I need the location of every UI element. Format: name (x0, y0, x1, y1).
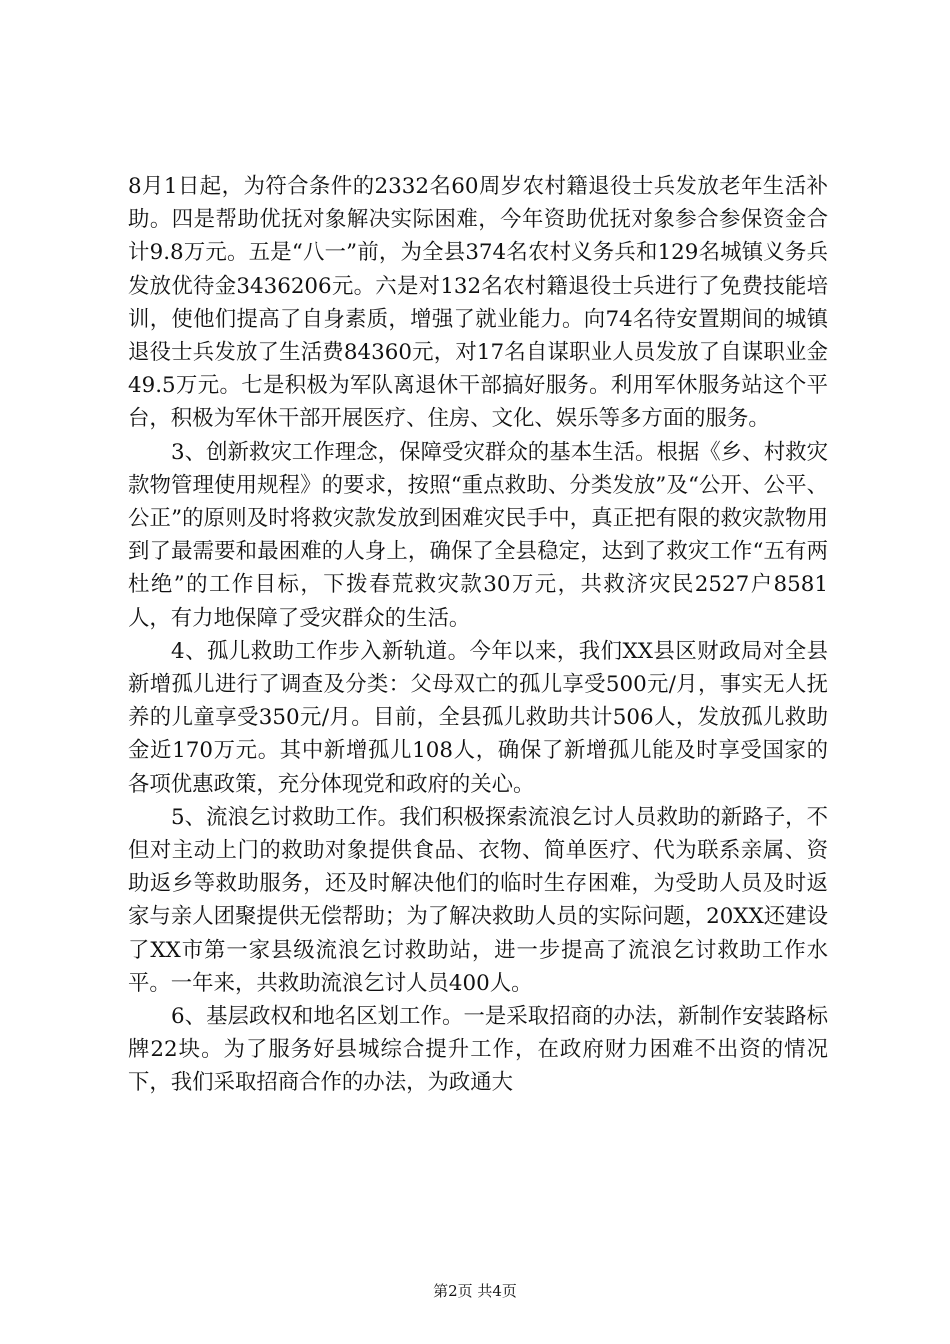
paragraph-vagrant-relief: 5、流浪乞讨救助工作。我们积极探索流浪乞讨人员救助的新路子，不但对主动上门的救助对象提供食品、衣物、简单医疗、代为联系亲属、资助返乡等救助服务，还及时解决他们的临时生存困难，为受助人员及时返家与亲人团聚提供无偿帮助；为了解决救助人员的实际问题，20XX还建设了XX市第一家县级流浪乞讨救助站，进一步提高了流浪乞讨救助工作水平。一年来，共救助流浪乞讨人员400人。 (128, 804, 828, 996)
page-footer: 第2页 共4页 (433, 1282, 517, 1300)
paragraph-orphan-relief: 4、孤儿救助工作步入新轨道。今年以来，我们XX县区财政局对全县新增孤儿进行了调查及分类：父母双亡的孤儿享受500元/月，事实无人抚养的儿童享受350元/月。目前，全县孤儿救助共计506人，发放孤儿救助金近170万元。其中新增孤儿108人，确保了新增孤儿能及时享受国家的各项优惠政策，充分体现党和政府的关心。 (128, 638, 828, 797)
document-body (128, 170, 828, 1100)
paragraph-grassroots-governance: 6、基层政权和地名区划工作。一是采取招商的办法，新制作安装路标牌22块。为了服务好县城综合提升工作，在政府财力困难不出资的情况下，我们采取招商合作的办法，为政通大 (128, 1004, 828, 1096)
paragraph-continuation: 8月1日起，为符合条件的2332名60周岁农村籍退役士兵发放老年生活补助。四是帮助优抚对象解决实际困难，今年资助优抚对象参合参保资金合计9.8万元。五是“八一”前，为全县374名农村义务兵和129名城镇义务兵发放优待金3436206元。六是对132名农村籍退役士兵进行了免费技能培训，使他们提高了自身素质，增强了就业能力。向74名待安置期间的城镇退役士兵发放了生活费84360元，对17名自谋职业人员发放了自谋职业金49.5万元。七是积极为军队离退休干部搞好服务。利用军休服务站这个平台，积极为军休干部开展医疗、住房、文化、娱乐等多方面的服务。 (128, 174, 828, 432)
paragraph-disaster-relief: 3、创新救灾工作理念，保障受灾群众的基本生活。根据《乡、村救灾款物管理使用规程》的要求，按照“重点救助、分类发放”及“公开、公平、公正”的原则及时将救灾款发放到困难灾民手中，真正把有限的救灾款物用到了最需要和最困难的人身上，确保了全县稳定，达到了救灾工作“五有两杜绝”的工作目标，下拨春荒救灾款30万元，共救济灾民2527户8581人，有力地保障了受灾群众的生活。 (128, 439, 828, 631)
